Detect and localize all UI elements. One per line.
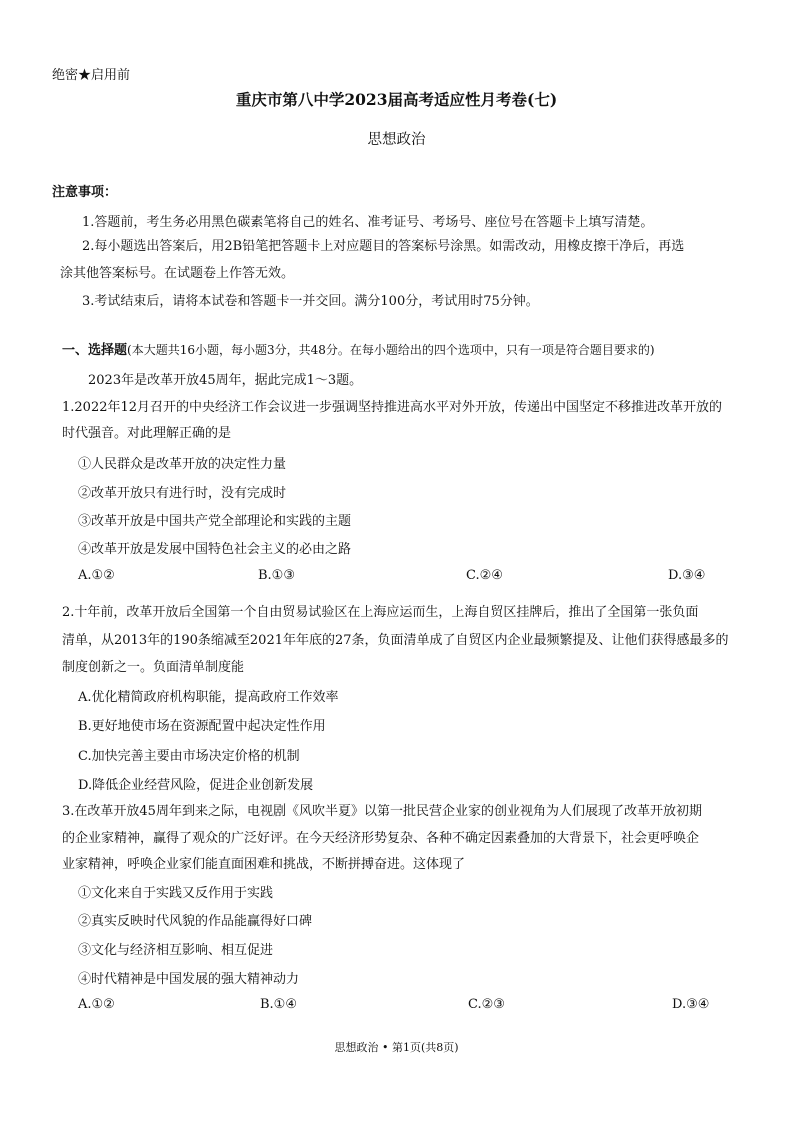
secret-label: 绝密★启用前 xyxy=(52,68,131,83)
q2-stem-line-2: 清单，从2013年的190条缩减至2021年年底的27条，负面清单成了自贸区内企业最频繁提及、让他们获得感最多的 xyxy=(62,633,729,648)
q1-statement-4: ④改革开放是发展中国特色社会主义的必由之路 xyxy=(78,542,352,557)
q1-option-a[interactable]: A.①② xyxy=(78,568,115,583)
subject-title: 思想政治 xyxy=(367,132,426,148)
q2-option-b[interactable]: B.更好地使市场在资源配置中起决定性作用 xyxy=(78,719,326,734)
notice-item-2-cont: 涂其他答案标号。在试题卷上作答无效。 xyxy=(60,266,295,281)
q1-option-c[interactable]: C.②④ xyxy=(466,568,503,583)
q3-option-a[interactable]: A.①② xyxy=(78,997,115,1012)
q1-stem-line-2: 时代强音。对此理解正确的是 xyxy=(62,426,232,441)
exam-title: 重庆市第八中学2023届高考适应性月考卷(七) xyxy=(235,90,558,109)
section-heading xyxy=(62,339,655,358)
section-title: 一、选择题 xyxy=(62,343,128,358)
q3-statement-1: ①文化来自于实践又反作用于实践 xyxy=(78,886,274,901)
q3-statement-4: ④时代精神是中国发展的强大精神动力 xyxy=(78,972,300,987)
q2-stem-line-1: 2.十年前，改革开放后全国第一个自由贸易试验区在上海应运而生，上海自贸区挂牌后，推出了全国第一张负面 xyxy=(62,605,699,620)
page-footer: 思想政治 • 第1页(共8页) xyxy=(334,1041,459,1054)
notice-heading: 注意事项： xyxy=(52,185,118,200)
q2-option-c[interactable]: C.加快完善主要由市场决定价格的机制 xyxy=(78,749,300,764)
q1-statement-2: ②改革开放只有进行时，没有完成时 xyxy=(78,486,287,501)
q2-option-d[interactable]: D.降低企业经营风险，促进企业创新发展 xyxy=(78,778,314,793)
q3-stem-line-3: 业家精神，呼唤企业家们能直面困难和挑战，不断拼搏奋进。这体现了 xyxy=(62,857,466,872)
notice-item-1: 1.答题前，考生务必用黑色碳素笔将自己的姓名、准考证号、考场号、座位号在答题卡上填写清楚。 xyxy=(82,215,654,230)
q3-statement-2: ②真实反映时代风貌的作品能赢得好口碑 xyxy=(78,914,313,929)
q3-option-d[interactable]: D.③④ xyxy=(672,997,710,1012)
q3-option-b[interactable]: B.①④ xyxy=(260,997,297,1012)
section-intro: 2023年是改革开放45周年，据此完成1～3题。 xyxy=(88,373,363,388)
q3-statement-3: ③文化与经济相互影响、相互促进 xyxy=(78,943,274,958)
q2-stem-line-3: 制度创新之一。负面清单制度能 xyxy=(62,660,245,675)
notice-item-2: 2.每小题选出答案后，用2B铅笔把答题卡上对应题目的答案标号涂黑。如需改动，用橡皮擦干净后，再选 xyxy=(82,239,685,254)
notice-item-3: 3.考试结束后，请将本试卷和答题卡一并交回。满分100分，考试用时75分钟。 xyxy=(82,294,539,309)
section-description: (本大题共16小题，每小题3分，共48分。在每小题给出的四个选项中，只有一项是符合题目要求的) xyxy=(127,343,655,357)
q3-option-c[interactable]: C.②③ xyxy=(468,997,505,1012)
q1-statement-3: ③改革开放是中国共产党全部理论和实践的主题 xyxy=(78,514,352,529)
q3-stem-line-2: 的企业家精神，赢得了观众的广泛好评。在今天经济形势复杂、各种不确定因素叠加的大背景下，社会更呼唤企 xyxy=(62,831,700,846)
q1-option-b[interactable]: B.①③ xyxy=(258,568,295,583)
q1-stem-line-1: 1.2022年12月召开的中央经济工作会议进一步强调坚持推进高水平对外开放，传递出中国坚定不移推进改革开放的 xyxy=(62,400,723,415)
q1-option-d[interactable]: D.③④ xyxy=(668,568,706,583)
q3-stem-line-1: 3.在改革开放45周年到来之际，电视剧《风吹半夏》以第一批民营企业家的创业视角为人们展现了改革开放初期 xyxy=(62,804,702,819)
q2-option-a[interactable]: A.优化精简政府机构职能，提高政府工作效率 xyxy=(78,690,339,705)
q1-statement-1: ①人民群众是改革开放的决定性力量 xyxy=(78,457,287,472)
